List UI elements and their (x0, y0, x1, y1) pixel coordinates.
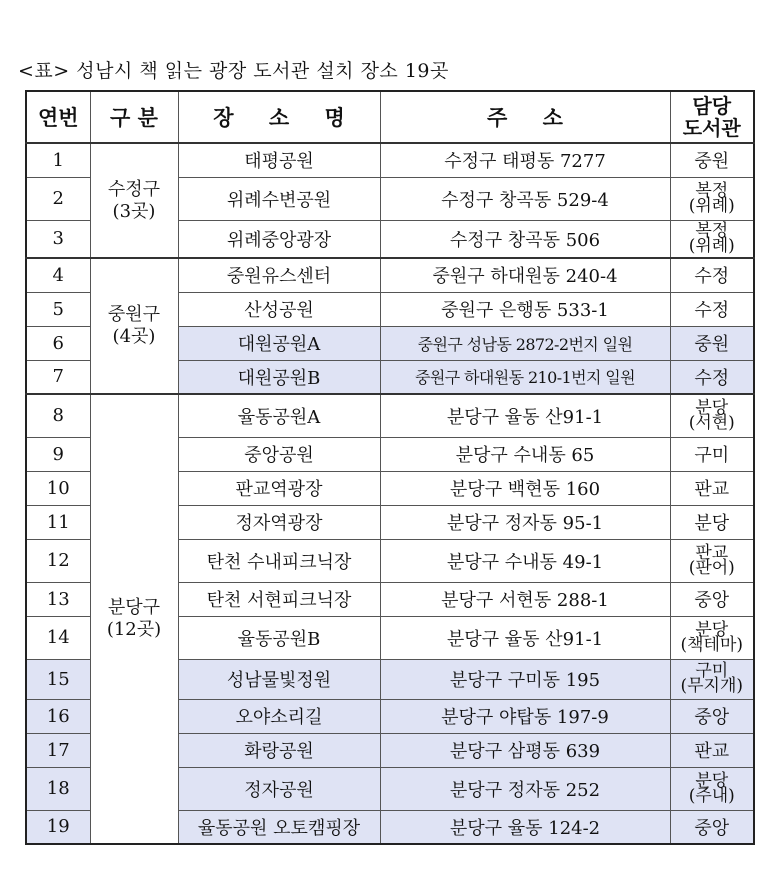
library-cell (670, 177, 754, 220)
place-name: 율동공원 오토캠핑장 (178, 810, 380, 844)
district-cell (90, 258, 178, 394)
table-row (26, 394, 754, 437)
table-header-row (26, 91, 754, 143)
library-branch: (판어) (688, 557, 735, 578)
library-name: 분당 (695, 397, 729, 418)
header-place (178, 91, 380, 143)
row-number: 5 (26, 292, 90, 326)
place-name: 탄천 서현피크닉장 (178, 582, 380, 616)
row-number: 3 (26, 220, 90, 258)
address: 분당구 서현동 288-1 (380, 582, 670, 616)
row-number: 6 (26, 326, 90, 360)
district-name: 중원구 (107, 304, 161, 325)
row-number: 4 (26, 258, 90, 292)
library-cell (670, 767, 754, 810)
row-number: 11 (26, 505, 90, 539)
library-cell (670, 471, 754, 505)
library-cell (670, 143, 754, 177)
header-address-label: 주 소 (487, 105, 577, 130)
place-name: 탄천 수내피크닉장 (178, 539, 380, 582)
library-branch: (서현) (688, 412, 735, 433)
table-caption: <표> 성남시 책 읽는 광장 도서관 설치 장소 19곳 (18, 60, 449, 82)
place-name: 대원공원A (178, 326, 380, 360)
header-no: 연번 (26, 91, 90, 143)
library-cell (670, 220, 754, 258)
library-name: 중원 (694, 334, 730, 355)
address: 수정구 창곡동 506 (380, 220, 670, 258)
header-library-line2: 도서관 (682, 116, 741, 140)
row-number: 13 (26, 582, 90, 616)
library-name: 중원 (694, 151, 730, 173)
library-cell (670, 258, 754, 292)
place-name: 위례수변공원 (178, 177, 380, 220)
library-name: 구미 (695, 661, 729, 681)
header-library-line1: 담당 (692, 94, 732, 118)
library-name: 수정 (694, 300, 730, 321)
address: 분당구 수내동 49-1 (380, 539, 670, 582)
library-name: 분당 (695, 619, 729, 640)
library-cell (670, 733, 754, 767)
row-number: 16 (26, 699, 90, 733)
library-cell (670, 360, 754, 394)
address: 수정구 창곡동 529-4 (380, 177, 670, 220)
place-name: 산성공원 (178, 292, 380, 326)
address: 분당구 정자동 95-1 (380, 505, 670, 539)
row-number: 1 (26, 143, 90, 177)
address: 분당구 구미동 195 (380, 659, 670, 699)
place-name: 중원유스센터 (178, 258, 380, 292)
row-number: 9 (26, 437, 90, 471)
library-name: 중앙 (694, 707, 730, 728)
district-cell (90, 394, 178, 844)
library-cell (670, 505, 754, 539)
library-cell (670, 582, 754, 616)
row-number: 15 (26, 659, 90, 699)
library-branch: (위례) (688, 195, 735, 216)
library-name: 중앙 (694, 817, 730, 839)
place-name: 위례중앙광장 (178, 220, 380, 258)
row-number: 12 (26, 539, 90, 582)
place-name: 율동공원A (178, 394, 380, 437)
library-name: 판교 (694, 741, 730, 762)
address: 중원구 하대원동 210-1번지 일원 (380, 360, 670, 394)
row-number: 18 (26, 767, 90, 810)
address: 수정구 태평동 7277 (380, 143, 670, 177)
library-cell (670, 437, 754, 471)
library-cell (670, 810, 754, 844)
library-cell (670, 616, 754, 659)
header-address (380, 91, 670, 143)
place-name: 율동공원B (178, 616, 380, 659)
library-branch: (위례) (688, 235, 735, 256)
library-name: 구미 (694, 445, 730, 466)
place-name: 대원공원B (178, 360, 380, 394)
library-name: 복정 (695, 180, 729, 201)
library-name: 복정 (695, 220, 729, 241)
row-number: 19 (26, 810, 90, 844)
row-number: 14 (26, 616, 90, 659)
library-cell (670, 659, 754, 699)
place-name: 중앙공원 (178, 437, 380, 471)
library-name: 판교 (695, 542, 729, 563)
district-count: (3곳) (112, 200, 156, 222)
district-count: (4곳) (112, 326, 156, 347)
library-name: 분당 (695, 770, 729, 791)
library-branch: (책테마) (680, 634, 744, 655)
address: 분당구 삼평동 639 (380, 733, 670, 767)
place-name: 화랑공원 (178, 733, 380, 767)
place-name: 태평공원 (178, 143, 380, 177)
installation-sites-table (25, 90, 755, 845)
row-number: 2 (26, 177, 90, 220)
district-count: (12곳) (106, 619, 162, 640)
table-body (26, 143, 754, 844)
library-cell (670, 394, 754, 437)
row-number: 8 (26, 394, 90, 437)
district-name: 수정구 (107, 178, 161, 200)
district-name: 분당구 (107, 597, 161, 618)
library-cell (670, 292, 754, 326)
header-place-label: 장 소 명 (213, 105, 359, 130)
address: 분당구 율동 124-2 (380, 810, 670, 844)
address: 분당구 수내동 65 (380, 437, 670, 471)
library-branch: (무지개) (680, 676, 744, 696)
header-library (670, 91, 754, 143)
library-cell (670, 699, 754, 733)
row-number: 10 (26, 471, 90, 505)
library-name: 수정 (694, 367, 730, 389)
address: 분당구 백현동 160 (380, 471, 670, 505)
address: 분당구 정자동 252 (380, 767, 670, 810)
library-cell (670, 326, 754, 360)
header-district: 구 분 (90, 91, 178, 143)
place-name: 성남물빛정원 (178, 659, 380, 699)
library-name: 수정 (694, 266, 730, 288)
row-number: 17 (26, 733, 90, 767)
address: 분당구 율동 산91-1 (380, 394, 670, 437)
library-name: 분당 (694, 513, 730, 534)
library-cell (670, 539, 754, 582)
address: 분당구 율동 산91-1 (380, 616, 670, 659)
address: 중원구 하대원동 240-4 (380, 258, 670, 292)
place-name: 판교역광장 (178, 471, 380, 505)
library-branch: (주내) (688, 785, 735, 806)
table-row (26, 258, 754, 292)
table-row (26, 143, 754, 177)
district-cell (90, 143, 178, 258)
library-name: 중앙 (694, 590, 730, 611)
place-name: 오야소리길 (178, 699, 380, 733)
row-number: 7 (26, 360, 90, 394)
address: 중원구 은행동 533-1 (380, 292, 670, 326)
library-name: 판교 (694, 479, 730, 500)
place-name: 정자역광장 (178, 505, 380, 539)
place-name: 정자공원 (178, 767, 380, 810)
address: 중원구 성남동 2872-2번지 일원 (380, 326, 670, 360)
address: 분당구 야탑동 197-9 (380, 699, 670, 733)
